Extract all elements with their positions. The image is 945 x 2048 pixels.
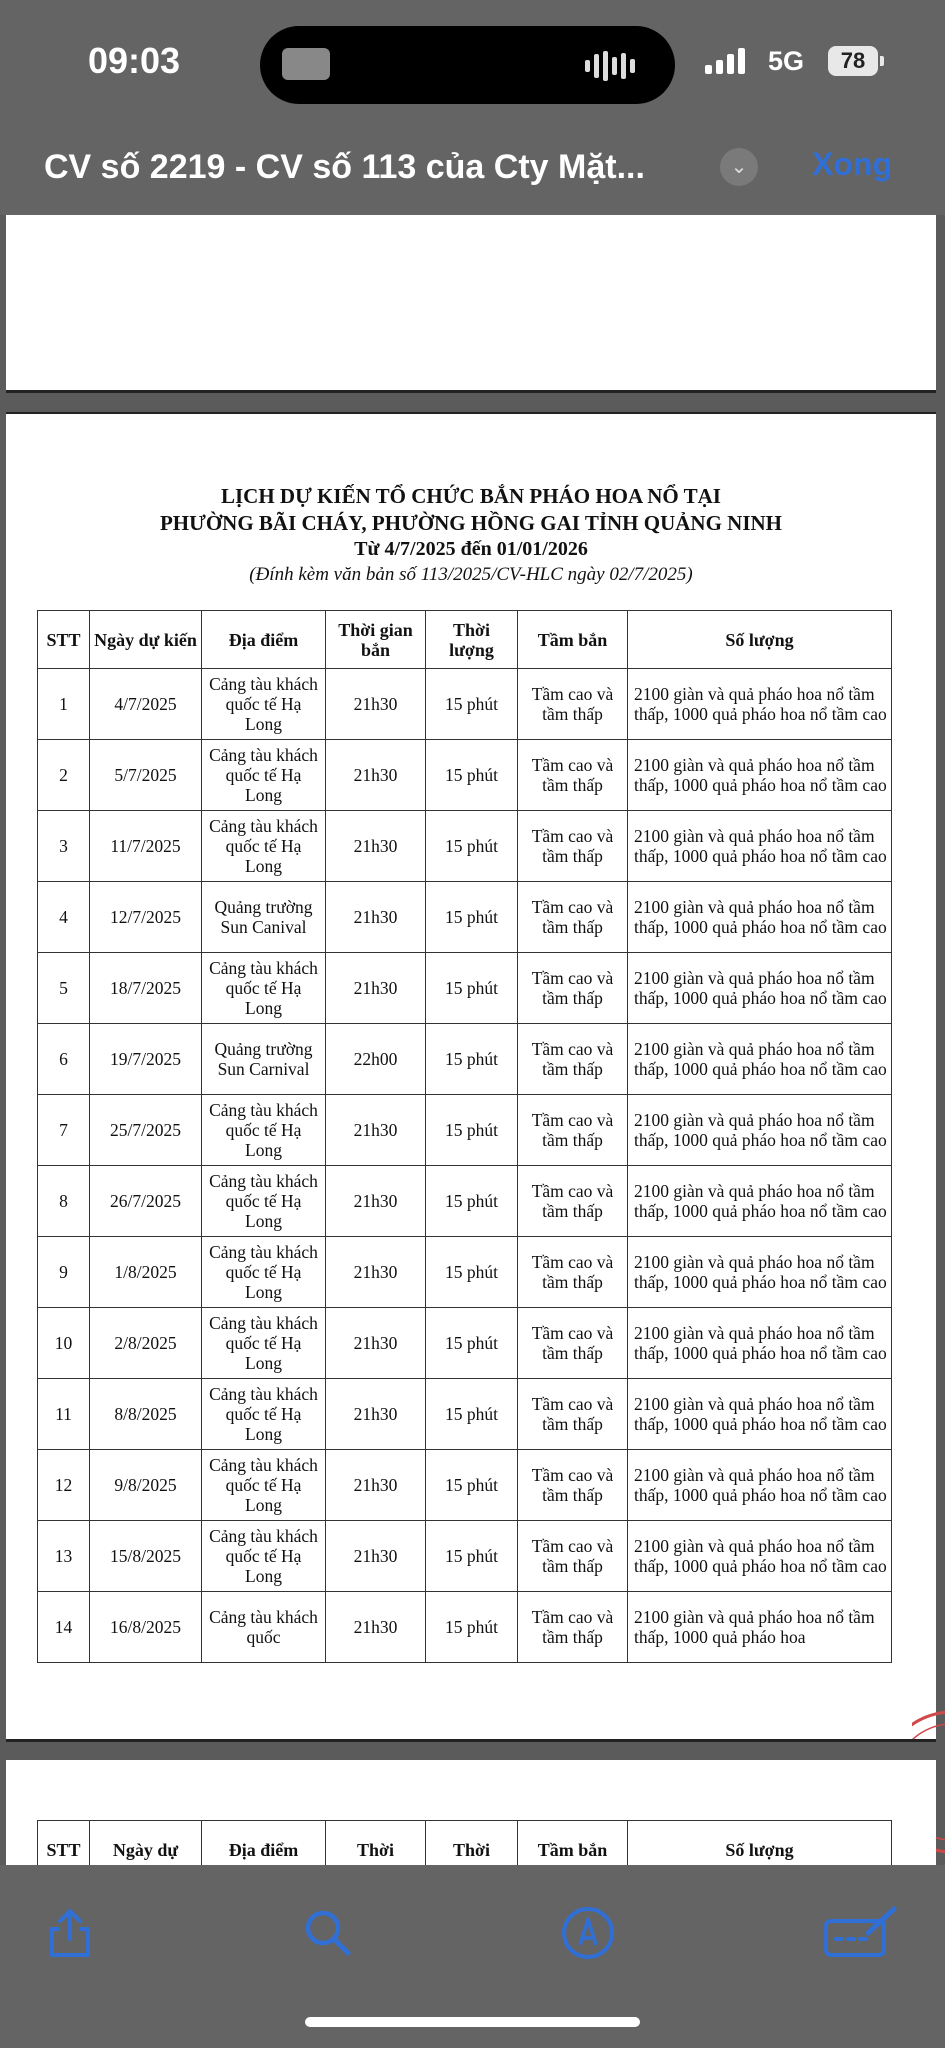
column-header: Thời gian bắn — [326, 611, 426, 669]
column-header: Tầm bắn — [518, 1821, 628, 1866]
column-header: STT — [38, 1821, 90, 1866]
table-cell: 2100 giàn và quả pháo hoa nổ tầm thấp, 1000 quả pháo hoa nổ tầm cao — [628, 811, 892, 882]
column-header: Thời — [326, 1821, 426, 1866]
battery-icon: 78 — [828, 46, 878, 76]
table-cell: 11/7/2025 — [90, 811, 202, 882]
table-cell: Tầm cao và tầm thấp — [518, 669, 628, 740]
table-row — [38, 669, 892, 740]
table-cell: 2 — [38, 740, 90, 811]
markup-icon[interactable] — [558, 1903, 618, 1963]
table-cell: 15/8/2025 — [90, 1521, 202, 1592]
table-cell: 15 phút — [426, 1237, 518, 1308]
table-cell: 14 — [38, 1592, 90, 1663]
pdf-page-previous — [6, 215, 936, 393]
nav-bar — [0, 120, 945, 215]
table-cell: 2100 giàn và quả pháo hoa nổ tầm thấp, 1000 quả pháo hoa nổ tầm cao — [628, 1308, 892, 1379]
table-cell: Tầm cao và tầm thấp — [518, 740, 628, 811]
table-row — [38, 953, 892, 1024]
table-cell: 21h30 — [326, 1379, 426, 1450]
column-header: Ngày dự kiến — [90, 611, 202, 669]
table-row — [38, 1237, 892, 1308]
column-header: Địa điểm — [202, 1821, 326, 1866]
home-indicator[interactable] — [305, 2017, 640, 2027]
table-cell: 21h30 — [326, 1095, 426, 1166]
pdf-page-next — [6, 1760, 936, 1865]
table-row — [38, 1024, 892, 1095]
table-cell: 2100 giàn và quả pháo hoa nổ tầm thấp, 1000 quả pháo hoa nổ tầm cao — [628, 1237, 892, 1308]
table-cell: 15 phút — [426, 1450, 518, 1521]
table-cell: 2100 giàn và quả pháo hoa nổ tầm thấp, 1000 quả pháo hoa nổ tầm cao — [628, 669, 892, 740]
table-cell: 2100 giàn và quả pháo hoa nổ tầm thấp, 1000 quả pháo hoa nổ tầm cao — [628, 1024, 892, 1095]
column-header: Thời — [426, 1821, 518, 1866]
table-row — [38, 1521, 892, 1592]
table-cell: 2/8/2025 — [90, 1308, 202, 1379]
table-cell: Cảng tàu khách quốc tế Hạ Long — [202, 669, 326, 740]
annotate-icon[interactable] — [820, 1903, 900, 1963]
done-button[interactable]: Xong — [812, 146, 892, 182]
table-cell: 15 phút — [426, 1166, 518, 1237]
table-cell: 5 — [38, 953, 90, 1024]
table-cell: 2100 giàn và quả pháo hoa nổ tầm thấp, 1000 quả pháo hoa nổ tầm cao — [628, 882, 892, 953]
table-cell: Tầm cao và tầm thấp — [518, 1237, 628, 1308]
table-cell: 2100 giàn và quả pháo hoa nổ tầm thấp, 1000 quả pháo hoa — [628, 1592, 892, 1663]
table-cell: 7 — [38, 1095, 90, 1166]
table-cell: Cảng tàu khách quốc tế Hạ Long — [202, 1095, 326, 1166]
table-cell: 16/8/2025 — [90, 1592, 202, 1663]
column-header: Thời lượng — [426, 611, 518, 669]
table-header-row — [38, 1821, 892, 1866]
table-cell: 26/7/2025 — [90, 1166, 202, 1237]
table-cell: 15 phút — [426, 811, 518, 882]
table-cell: Cảng tàu khách quốc tế Hạ Long — [202, 1450, 326, 1521]
table-cell: Cảng tàu khách quốc tế Hạ Long — [202, 1379, 326, 1450]
page-edge-line — [6, 412, 936, 414]
table-cell: 2100 giàn và quả pháo hoa nổ tầm thấp, 1000 quả pháo hoa nổ tầm cao — [628, 1095, 892, 1166]
table-cell: 15 phút — [426, 1379, 518, 1450]
table-cell: 12/7/2025 — [90, 882, 202, 953]
table-cell: 15 phút — [426, 882, 518, 953]
table-cell: Cảng tàu khách quốc tế Hạ Long — [202, 740, 326, 811]
table-cell: 8/8/2025 — [90, 1379, 202, 1450]
table-cell: 15 phút — [426, 740, 518, 811]
table-cell: 25/7/2025 — [90, 1095, 202, 1166]
doc-title-line2: PHƯỜNG BÃI CHÁY, PHƯỜNG HỒNG GAI TỈNH QUẢNG NINH — [159, 511, 783, 535]
table-row — [38, 1095, 892, 1166]
table-cell: 5/7/2025 — [90, 740, 202, 811]
status-bar — [0, 0, 945, 120]
table-cell: Cảng tàu khách quốc — [202, 1592, 326, 1663]
table-cell: 22h00 — [326, 1024, 426, 1095]
doc-date-range: Từ 4/7/2025 đến 01/01/2026 — [354, 538, 588, 560]
now-playing-thumbnail — [282, 48, 330, 80]
share-icon[interactable] — [40, 1903, 100, 1963]
table-cell: Cảng tàu khách quốc tế Hạ Long — [202, 1521, 326, 1592]
doc-title-line1: LỊCH DỰ KIẾN TỔ CHỨC BẮN PHÁO HOA NỔ TẠI — [221, 484, 721, 508]
table-cell: Tầm cao và tầm thấp — [518, 1095, 628, 1166]
table-cell: 21h30 — [326, 1450, 426, 1521]
table-cell: 21h30 — [326, 740, 426, 811]
column-header: Số lượng — [628, 611, 892, 669]
table-cell: 21h30 — [326, 1308, 426, 1379]
table-cell: Tầm cao và tầm thấp — [518, 1308, 628, 1379]
table-cell: Tầm cao và tầm thấp — [518, 1024, 628, 1095]
table-row — [38, 1450, 892, 1521]
table-cell: 2100 giàn và quả pháo hoa nổ tầm thấp, 1000 quả pháo hoa nổ tầm cao — [628, 740, 892, 811]
table-cell: 11 — [38, 1379, 90, 1450]
table-cell: 21h30 — [326, 1521, 426, 1592]
table-cell: 21h30 — [326, 882, 426, 953]
table-cell: 15 phút — [426, 953, 518, 1024]
table-cell: 2100 giàn và quả pháo hoa nổ tầm thấp, 1000 quả pháo hoa nổ tầm cao — [628, 1166, 892, 1237]
table-cell: 8 — [38, 1166, 90, 1237]
table-row — [38, 1166, 892, 1237]
document-viewer[interactable] — [0, 215, 945, 1865]
table-cell: 3 — [38, 811, 90, 882]
table-cell: 15 phút — [426, 1308, 518, 1379]
table-cell: 21h30 — [326, 953, 426, 1024]
table-cell: Tầm cao và tầm thấp — [518, 882, 628, 953]
table-cell: 13 — [38, 1521, 90, 1592]
table-cell: Cảng tàu khách quốc tế Hạ Long — [202, 811, 326, 882]
table-cell: 15 phút — [426, 1592, 518, 1663]
table-cell: 4/7/2025 — [90, 669, 202, 740]
table-cell: Cảng tàu khách quốc tế Hạ Long — [202, 1166, 326, 1237]
page-edge-line — [6, 390, 936, 393]
table-cell: 21h30 — [326, 1592, 426, 1663]
table-cell: 1 — [38, 669, 90, 740]
document-title[interactable]: CV số 2219 - CV số 113 của Cty Mặt... — [44, 148, 645, 186]
audio-wave-icon — [585, 50, 635, 82]
table-cell: 2100 giàn và quả pháo hoa nổ tầm thấp, 1000 quả pháo hoa nổ tầm cao — [628, 1450, 892, 1521]
table-cell: 2100 giàn và quả pháo hoa nổ tầm thấp, 1000 quả pháo hoa nổ tầm cao — [628, 1521, 892, 1592]
table-header-row — [38, 611, 892, 669]
table-cell: Tầm cao và tầm thấp — [518, 1521, 628, 1592]
network-label: 5G — [768, 46, 805, 76]
table-cell: Tầm cao và tầm thấp — [518, 811, 628, 882]
dynamic-island[interactable] — [260, 26, 675, 104]
table-cell: 10 — [38, 1308, 90, 1379]
column-header: Số lượng — [628, 1821, 892, 1866]
table-cell: 9 — [38, 1237, 90, 1308]
table-cell: Tầm cao và tầm thấp — [518, 953, 628, 1024]
column-header: STT — [38, 611, 90, 669]
search-icon[interactable] — [298, 1903, 358, 1963]
table-cell: Cảng tàu khách quốc tế Hạ Long — [202, 1308, 326, 1379]
table-row — [38, 1379, 892, 1450]
column-header: Ngày dự — [90, 1821, 202, 1866]
table-cell: Cảng tàu khách quốc tế Hạ Long — [202, 953, 326, 1024]
table-cell: 12 — [38, 1450, 90, 1521]
table-row — [38, 811, 892, 882]
table-cell: 21h30 — [326, 1237, 426, 1308]
table-cell: Quảng trường Sun Carnival — [202, 1024, 326, 1095]
table-cell: 2100 giàn và quả pháo hoa nổ tầm thấp, 1000 quả pháo hoa nổ tầm cao — [628, 1379, 892, 1450]
table-cell: 15 phút — [426, 1521, 518, 1592]
chevron-down-icon[interactable]: ⌄ — [720, 148, 758, 186]
column-header: Địa điểm — [202, 611, 326, 669]
table-cell: Tầm cao và tầm thấp — [518, 1592, 628, 1663]
table-cell: Tầm cao và tầm thấp — [518, 1166, 628, 1237]
fireworks-schedule-table — [37, 610, 892, 1663]
table-row — [38, 882, 892, 953]
table-row — [38, 740, 892, 811]
table-cell: 4 — [38, 882, 90, 953]
table-cell: 2100 giàn và quả pháo hoa nổ tầm thấp, 1000 quả pháo hoa nổ tầm cao — [628, 953, 892, 1024]
table-cell: 21h30 — [326, 811, 426, 882]
table-cell: Quảng trường Sun Canival — [202, 882, 326, 953]
status-time: 09:03 — [88, 40, 181, 81]
table-cell: 15 phút — [426, 1095, 518, 1166]
table-cell: Tầm cao và tầm thấp — [518, 1450, 628, 1521]
table-cell: Tầm cao và tầm thấp — [518, 1379, 628, 1450]
doc-attachment-note: (Đính kèm văn bản số 113/2025/CV-HLC ngày 02/7/2025) — [249, 564, 693, 585]
table-cell: Cảng tàu khách quốc tế Hạ Long — [202, 1237, 326, 1308]
signal-icon — [705, 48, 745, 74]
table-cell: 21h30 — [326, 1166, 426, 1237]
table-cell: 6 — [38, 1024, 90, 1095]
column-header: Tầm bắn — [518, 611, 628, 669]
table-cell: 19/7/2025 — [90, 1024, 202, 1095]
table-cell: 15 phút — [426, 669, 518, 740]
table-cell: 1/8/2025 — [90, 1237, 202, 1308]
table-cell: 15 phút — [426, 1024, 518, 1095]
table-cell: 18/7/2025 — [90, 953, 202, 1024]
table-row — [38, 1592, 892, 1663]
table-row — [38, 1308, 892, 1379]
table-cell: 9/8/2025 — [90, 1450, 202, 1521]
table-cell: 21h30 — [326, 669, 426, 740]
page-edge-line — [6, 1739, 936, 1742]
next-page-table-header — [37, 1820, 892, 1865]
pdf-page-schedule — [6, 412, 936, 1742]
